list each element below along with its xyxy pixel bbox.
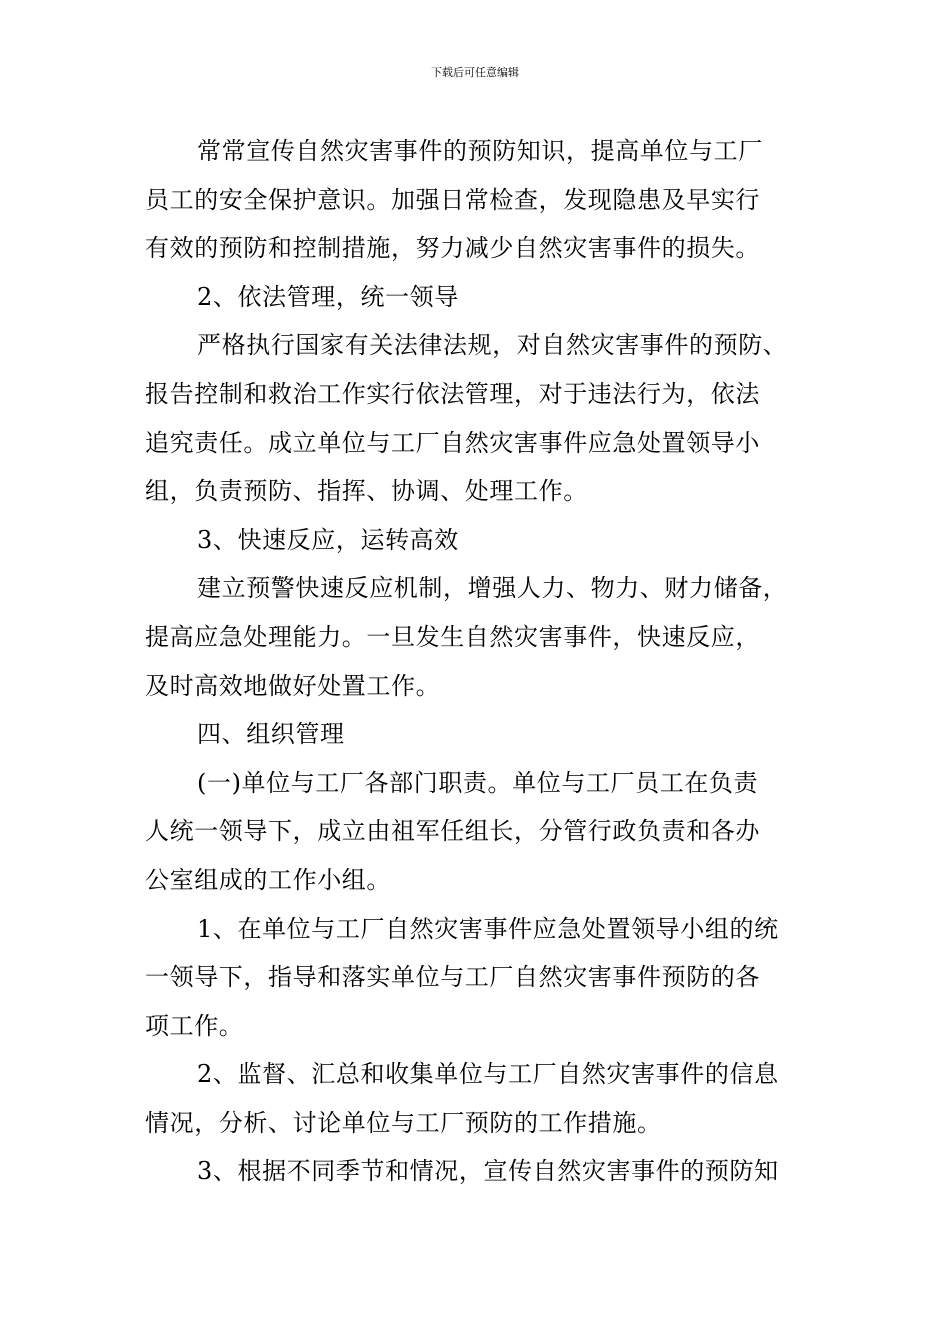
paragraph-line: 及时高效地做好处置工作。 — [145, 671, 441, 700]
paragraph-line: (一)单位与工厂各部门职责。单位与工厂员工在负责 — [197, 768, 759, 797]
page-header: 下载后可任意编辑 — [431, 66, 519, 79]
section-heading: 2、依法管理，统一领导 — [197, 282, 459, 311]
document-body — [145, 127, 810, 1196]
paragraph-line: 员工的安全保护意识。加强日常检查，发现隐患及早实行 — [145, 185, 760, 214]
paragraph-line: 常常宣传自然灾害事件的预防知识，提高单位与工厂 — [197, 137, 763, 165]
paragraph-line: 2、监督、汇总和收集单位与工厂自然灾害事件的信息 — [197, 1060, 779, 1089]
paragraph-line: 人统一领导下，成立由祖军任组长，分管行政负责和各办 — [145, 817, 760, 846]
paragraph-line: 情况，分析、讨论单位与工厂预防的工作措施。 — [145, 1108, 662, 1137]
paragraph-line: 建立预警快速反应机制，增强人力、物力、财力储备， — [197, 574, 788, 603]
paragraph-line: 1、在单位与工厂自然灾害事件应急处置领导小组的统 — [197, 914, 779, 943]
section-heading: 3、快速反应，运转高效 — [197, 525, 459, 554]
section-heading: 四、组织管理 — [197, 720, 345, 749]
paragraph-line: 追究责任。成立单位与工厂自然灾害事件应急处置领导小 — [145, 428, 760, 457]
paragraph-line: 组，负责预防、指挥、协调、处理工作。 — [145, 477, 588, 506]
paragraph-line: 一领导下，指导和落实单位与工厂自然灾害事件预防的各 — [145, 963, 760, 992]
paragraph-line: 项工作。 — [145, 1011, 244, 1040]
paragraph-line: 报告控制和救治工作实行依法管理，对于违法行为，依法 — [145, 379, 760, 408]
paragraph-line: 3、根据不同季节和情况，宣传自然灾害事件的预防知 — [197, 1157, 779, 1186]
paragraph-line: 有效的预防和控制措施，努力减少自然灾害事件的损失。 — [145, 234, 760, 263]
paragraph-line: 严格执行国家有关法律法规，对自然灾害事件的预防、 — [197, 331, 788, 360]
paragraph-line: 提高应急处理能力。一旦发生自然灾害事件，快速反应， — [145, 622, 760, 651]
paragraph-line: 公室组成的工作小组。 — [145, 865, 391, 894]
